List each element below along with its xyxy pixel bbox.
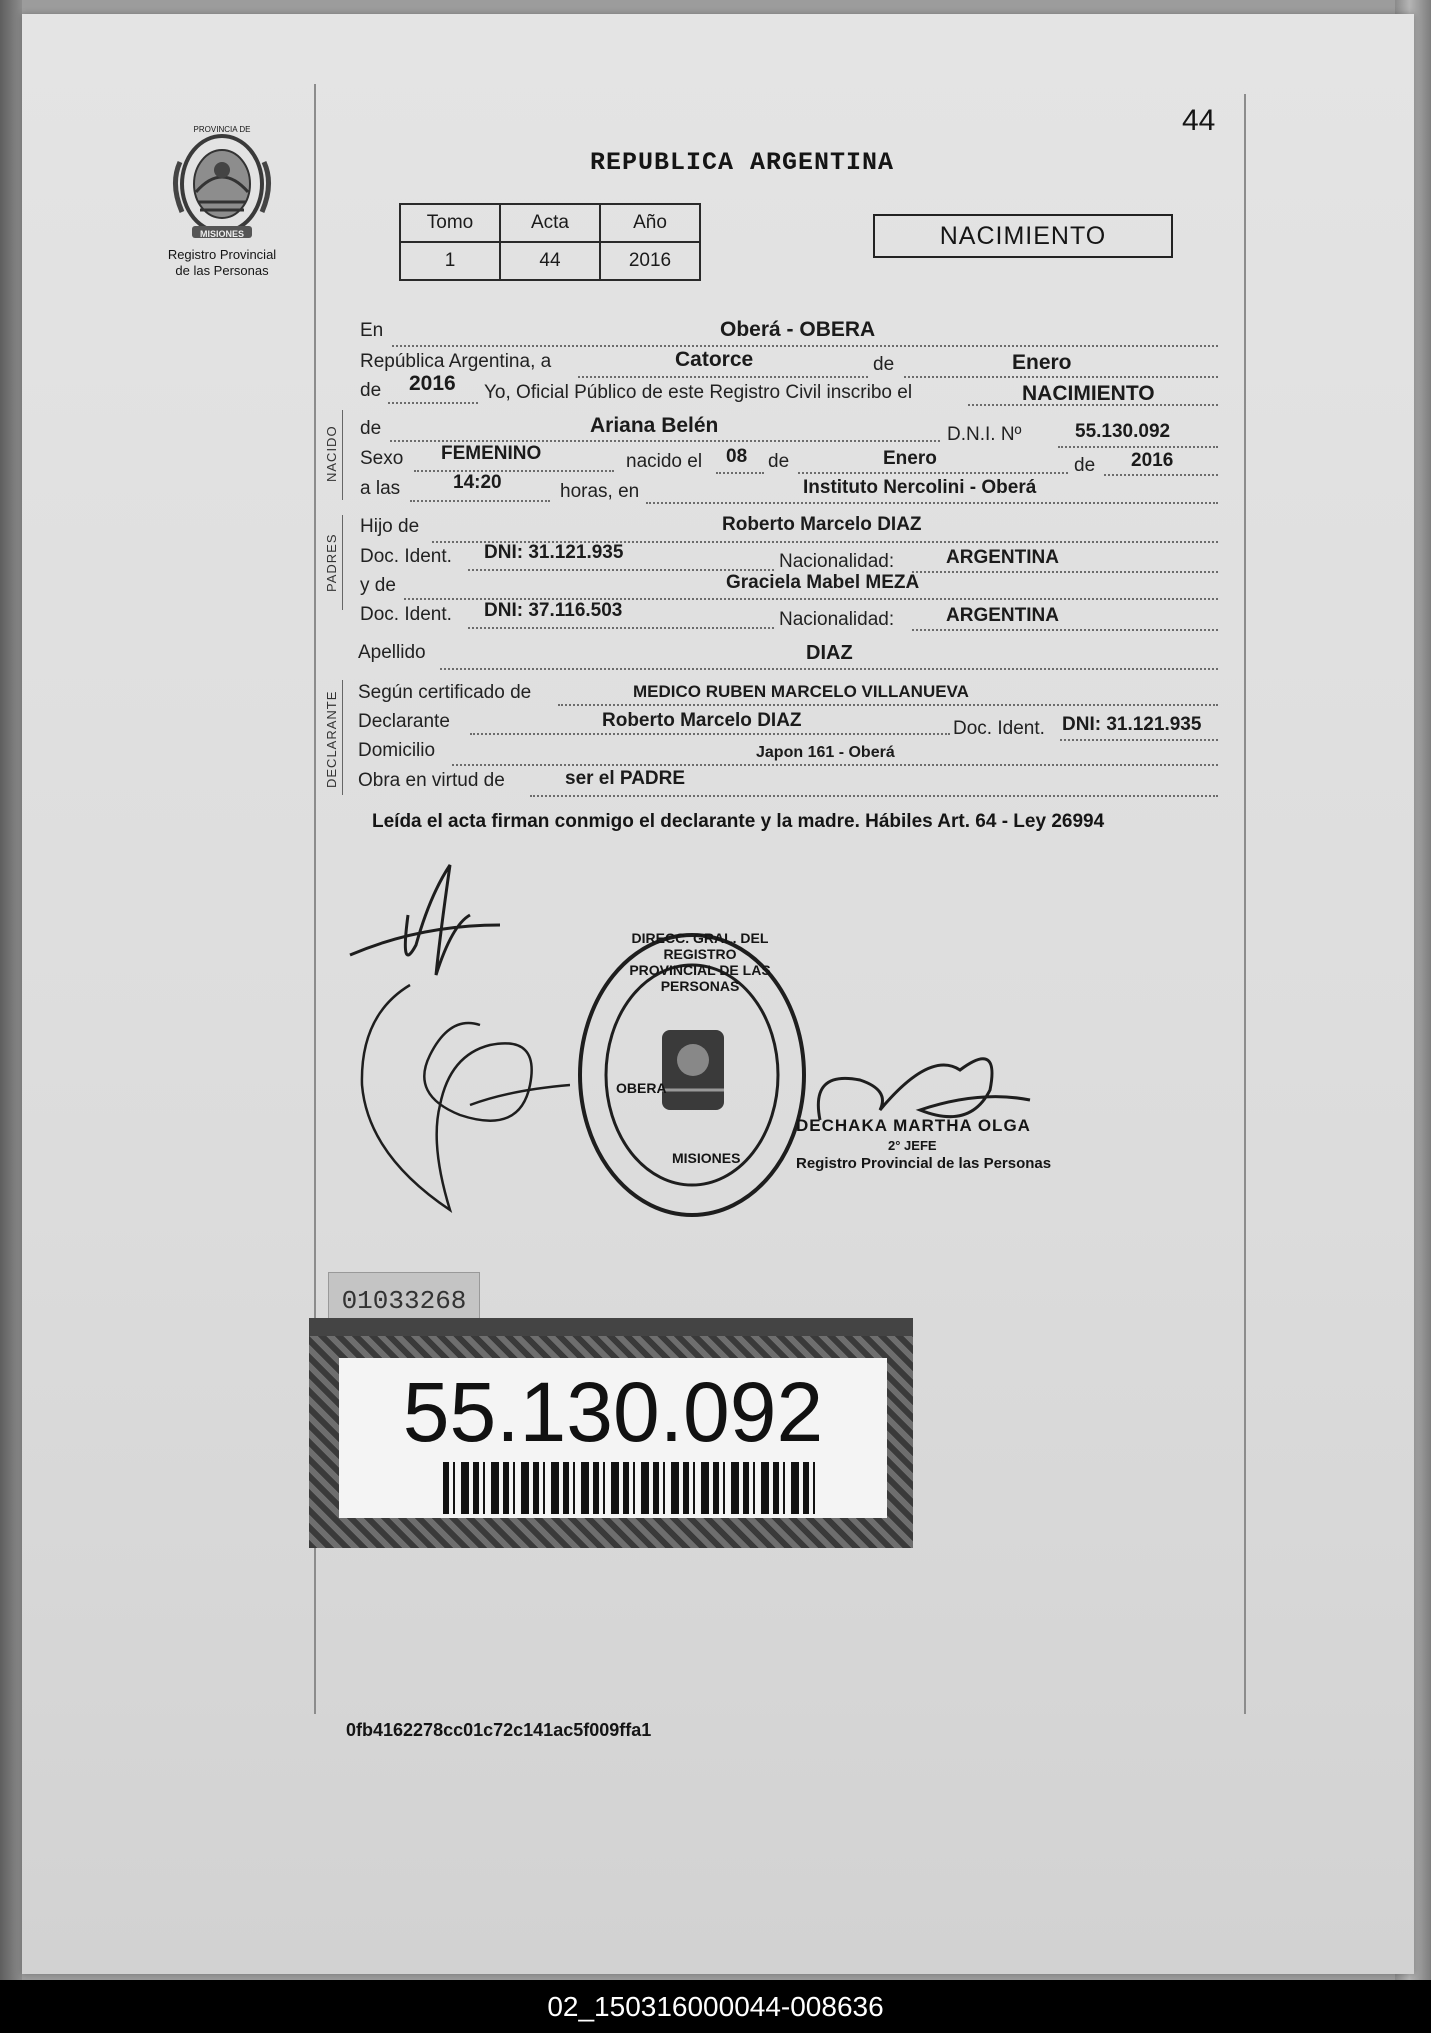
label-de-2: de xyxy=(768,451,790,472)
dotted-line xyxy=(468,627,774,629)
value-declarante: Roberto Marcelo DIAZ xyxy=(602,710,802,731)
label-doc-ident-2: Doc. Ident. xyxy=(360,604,452,625)
value-hora: 14:20 xyxy=(453,472,502,493)
dotted-line xyxy=(578,376,868,378)
side-label-nacido: NACIDO xyxy=(324,425,339,482)
label-nacido-el: nacido el xyxy=(626,451,703,472)
value-dia-inscripcion: Catorce xyxy=(675,348,754,371)
dotted-line xyxy=(558,704,1218,706)
logo-text-top: PROVINCIA DE xyxy=(193,125,251,134)
value-obra-en-virtud: ser el PADRE xyxy=(565,768,686,789)
label-nacionalidad-2: Nacionalidad: xyxy=(779,609,895,630)
value-lugar-nacimiento: Instituto Nercolini - Oberá xyxy=(803,477,1037,498)
label-de: de xyxy=(873,354,895,375)
label-de-3: de xyxy=(1074,455,1096,476)
logo-caption-line1: Registro Provincial xyxy=(167,247,277,262)
barcode-card xyxy=(339,1358,887,1518)
value-sexo: FEMENINO xyxy=(441,443,542,464)
dotted-line xyxy=(912,571,1218,573)
label-sexo: Sexo xyxy=(360,448,404,469)
table-header-tomo: Tomo xyxy=(400,204,500,242)
dotted-line xyxy=(716,472,764,474)
dotted-line xyxy=(390,440,940,442)
dotted-line xyxy=(904,376,1218,378)
declarant-signature-icon xyxy=(340,855,570,1225)
value-anio-nacimiento: 2016 xyxy=(1131,450,1174,471)
value-lugar: Oberá - OBERA xyxy=(720,318,876,341)
side-label-declarante: DECLARANTE xyxy=(324,690,339,788)
value-mes-inscripcion: Enero xyxy=(1012,351,1072,374)
value-madre: Graciela Mabel MEZA xyxy=(726,572,920,593)
value-certificado: MEDICO RUBEN MARCELO VILLANUEVA xyxy=(633,682,969,701)
label-de-name: de xyxy=(360,418,382,439)
value-mes-nacimiento: Enero xyxy=(883,448,937,469)
label-segun-certificado: Según certificado de xyxy=(358,682,532,703)
seal-ring-text: DIRECC. GRAL. DEL REGISTRO PROVINCIAL DE LAS PERSONAS xyxy=(629,930,771,994)
label-apellido: Apellido xyxy=(358,642,426,663)
dotted-line xyxy=(1104,474,1218,476)
seal-inner-text-1: OBERA xyxy=(616,1080,667,1096)
value-dni: 55.130.092 xyxy=(1075,421,1171,442)
dotted-line xyxy=(468,569,774,571)
side-label-padres: PADRES xyxy=(324,533,339,592)
province-coat-of-arms-icon xyxy=(166,122,278,242)
label-horas-en: horas, en xyxy=(560,481,640,502)
official-name: DECHAKA MARTHA OLGA xyxy=(796,1116,1031,1135)
label-doc-ident-3: Doc. Ident. xyxy=(953,718,1045,739)
logo-caption-line2: de las Personas xyxy=(175,263,269,278)
barcode-bars xyxy=(443,1462,815,1514)
section-rule-declarante xyxy=(342,680,343,795)
dotted-line xyxy=(1058,446,1218,448)
table-header-acta: Acta xyxy=(500,204,600,242)
label-domicilio: Domicilio xyxy=(358,740,436,761)
dotted-line xyxy=(646,502,1218,504)
value-tipo: NACIMIENTO xyxy=(1022,382,1155,405)
dotted-line xyxy=(912,629,1218,631)
closing-note: Leída el acta firman conmigo el declarante y la madre. Hábiles Art. 64 - Ley 26994 xyxy=(372,811,1105,832)
label-a-las: a las xyxy=(360,478,401,499)
label-dni: D.N.I. Nº xyxy=(947,424,1022,445)
table-value-acta: 44 xyxy=(500,242,600,280)
official-role: 2° JEFE xyxy=(888,1138,937,1153)
serial-sticker: 01033268 xyxy=(328,1272,480,1330)
table-header-anio: Año xyxy=(600,204,700,242)
official-office: Registro Provincial de las Personas xyxy=(796,1155,1052,1172)
dotted-line xyxy=(388,402,478,404)
dotted-line xyxy=(798,472,1068,474)
dotted-line xyxy=(1060,739,1218,741)
logo-text-bottom: MISIONES xyxy=(199,229,244,239)
label-inscribo: Yo, Oficial Público de este Registro Civil inscribo el xyxy=(484,382,913,403)
label-en: En xyxy=(360,320,384,341)
value-apellido: DIAZ xyxy=(806,642,853,664)
record-type-box: NACIMIENTO xyxy=(873,214,1173,258)
label-y-de: y de xyxy=(360,575,396,596)
table-value-anio: 2016 xyxy=(600,242,700,280)
dotted-line xyxy=(440,668,1218,670)
value-domicilio: Japon 161 - Oberá xyxy=(756,744,895,761)
label-nacionalidad: Nacionalidad: xyxy=(779,551,895,572)
label-obra-en-virtud: Obra en virtud de xyxy=(358,770,505,791)
label-declarante: Declarante xyxy=(358,711,450,732)
document-title: REPUBLICA ARGENTINA xyxy=(590,148,895,177)
dotted-line xyxy=(530,795,1218,797)
binder-spine xyxy=(0,0,22,1980)
dotted-line xyxy=(470,733,950,735)
value-madre-doc: DNI: 37.116.503 xyxy=(484,600,623,621)
form-right-rule xyxy=(1244,94,1246,1714)
value-anio-inscripcion: 2016 xyxy=(409,372,456,395)
document-hash: 0fb4162278cc01c72c141ac5f009ffa1 xyxy=(346,1720,652,1740)
value-padre: Roberto Marcelo DIAZ xyxy=(722,514,922,535)
section-rule-padres xyxy=(342,515,343,610)
dotted-line xyxy=(452,764,1218,766)
value-declarante-doc: DNI: 31.121.935 xyxy=(1062,714,1202,735)
value-madre-nacionalidad: ARGENTINA xyxy=(946,605,1059,626)
label-republica: República Argentina, a xyxy=(360,351,552,372)
page-number: 44 xyxy=(1182,104,1216,137)
tomo-acta-anio-table xyxy=(399,203,701,281)
value-padre-doc: DNI: 31.121.935 xyxy=(484,542,624,563)
label-de-year: de xyxy=(360,380,382,401)
dotted-line xyxy=(392,345,1218,347)
value-nombre: Ariana Belén xyxy=(590,414,719,437)
section-rule-nacido xyxy=(342,410,343,500)
seal-inner-text-2: MISIONES xyxy=(672,1150,741,1166)
table-value-tomo: 1 xyxy=(400,242,500,280)
dotted-line xyxy=(414,470,614,472)
scan-footer-id: 02_150316000044-008636 xyxy=(0,1980,1431,2033)
value-padre-nacionalidad: ARGENTINA xyxy=(946,547,1059,568)
barcode-number: 55.130.092 xyxy=(402,1365,824,1459)
label-hijo-de: Hijo de xyxy=(360,516,420,537)
value-dia-nacimiento: 08 xyxy=(726,446,748,467)
barcode-sticker xyxy=(309,1318,913,1548)
label-doc-ident: Doc. Ident. xyxy=(360,546,452,567)
dotted-line xyxy=(410,500,550,502)
